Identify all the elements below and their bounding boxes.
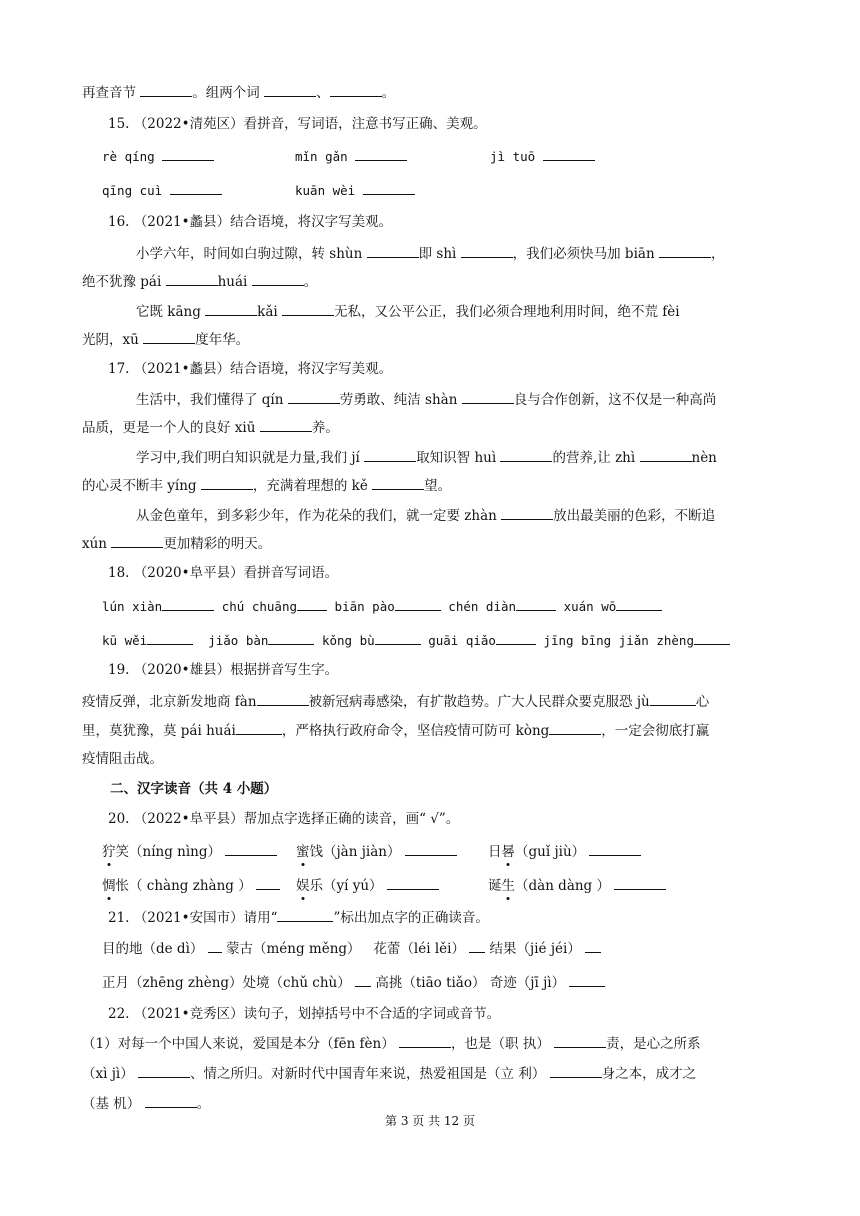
blank[interactable] (375, 630, 421, 645)
blank[interactable] (225, 841, 277, 856)
blank[interactable] (162, 146, 214, 161)
text-line: 再查音节 。组两个词 、 。 (82, 82, 395, 103)
pinyin-item: mǐn gǎn (295, 146, 407, 167)
text-line: 学习中,我们明白知识就是力量,我们 jí 取知识智 huì 的营养,让 zhì nèn (136, 447, 717, 468)
text-line: 生活中，我们懂得了 qín 劳勇敢、纯洁 shàn 良与合作创新，这不仅是一种高尚 (136, 389, 716, 410)
question-15-title: 15. （2022•清苑区）看拼音，写词语，注意书写正确、美观。 (108, 116, 487, 132)
blank[interactable] (501, 505, 553, 520)
reading-item: 蜜饯（jàn jiàn） (296, 841, 457, 862)
pinyin-item: kuān wèi (295, 180, 415, 201)
text-line: 疫情反弹，北京新发地商 fàn 被新冠病毒感染，有扩散趋势。广大人民群众要克服恐 jù 心 (82, 691, 709, 712)
reading-row: 正月（zhēng zhèng）处境（chǔ chù） 高挑（tiāo tiǎo） 奇迹（jī jì） (102, 972, 605, 993)
reading-row: 目的地（de dì） 蒙古（méng měng） 花蕾（léi lěi） 结果（jié jéi） (102, 938, 601, 959)
pinyin-row: lún xiàn chú chuāng biān pào chén diàn xuán wō (102, 596, 662, 617)
reading-item: 狞笑（níng nìng） (102, 841, 277, 862)
blank[interactable] (585, 938, 601, 953)
blank[interactable] (500, 447, 552, 462)
text-line: 从金色童年，到多彩少年，作为花朵的我们，就一定要 zhàn 放出最美丽的色彩，不断追 (136, 505, 715, 526)
blank[interactable] (516, 596, 556, 611)
question-20-title: 20. （2022•阜平县）帮加点字选择正确的读音，画“ √”。 (108, 811, 460, 827)
blank[interactable] (462, 389, 514, 404)
section-title: 二、汉字读音（共 4 小题） (110, 781, 278, 797)
blank (277, 907, 333, 922)
blank[interactable] (554, 1033, 606, 1048)
text-line: 光阴，xū 度年华。 (82, 329, 249, 350)
blank[interactable] (143, 329, 195, 344)
question-17-title: 17. （2021•蠡县）结合语境，将汉字写美观。 (108, 361, 393, 377)
blank[interactable] (138, 1063, 190, 1078)
text-line: 疫情阻击战。 (82, 751, 163, 767)
blank[interactable] (140, 82, 192, 97)
blank[interactable] (268, 630, 314, 645)
pinyin-item: rè qíng (102, 146, 214, 167)
text-line: 的心灵不断丰 yíng ，充满着理想的 kě 望。 (82, 475, 451, 496)
blank[interactable] (170, 180, 222, 195)
blank[interactable] (549, 720, 601, 735)
blank[interactable] (260, 417, 312, 432)
blank[interactable] (236, 720, 282, 735)
reading-item: 娱乐（yí yú） (296, 875, 439, 896)
question-22-title: 22. （2021•竞秀区）读句子，划掉括号中不合适的字词或音节。 (108, 1006, 501, 1022)
text-line: 它既 kāng kǎi 无私，又公平公正，我们必须合理地利用时间，绝不荒 fèi (136, 301, 680, 322)
text-line: 里，莫犹豫，莫 pái huái ，严格执行政府命令，坚信疫情可防可 kòng ，一定会彻底打赢 (82, 720, 709, 741)
blank[interactable] (264, 82, 316, 97)
blank[interactable] (297, 596, 327, 611)
blank[interactable] (201, 475, 253, 490)
page-footer: 第 3 页 共 12 页 (385, 1114, 475, 1128)
blank[interactable] (208, 938, 222, 953)
reading-item: 惆怅（ chàng zhàng ） (102, 875, 280, 896)
text-line: 小学六年，时间如白驹过隙，转 shùn 即 shì ，我们必须快马加 biān ， (136, 243, 724, 264)
blank[interactable] (496, 630, 536, 645)
blank[interactable] (252, 271, 304, 286)
blank[interactable] (330, 82, 382, 97)
blank[interactable] (589, 841, 641, 856)
blank[interactable] (469, 938, 485, 953)
pinyin-item: qīng cuì (102, 180, 222, 201)
blank[interactable] (166, 271, 218, 286)
reading-item: 日晷（guǐ jiù） (488, 841, 641, 862)
blank[interactable] (355, 972, 371, 987)
blank[interactable] (147, 630, 193, 645)
text-line: 品质，更是一个人的良好 xiū 养。 (82, 417, 339, 438)
text-line: xún 更加精彩的明天。 (82, 533, 271, 554)
pinyin-item: jì tuō (490, 146, 595, 167)
blank[interactable] (162, 596, 214, 611)
blank[interactable] (614, 875, 666, 890)
blank[interactable] (364, 447, 416, 462)
blank[interactable] (405, 841, 457, 856)
text-line: （1）对每一个中国人来说，爱国是本分（fēn fèn） ，也是（职 执） 责，是心之所系 (82, 1033, 701, 1054)
blank[interactable] (650, 691, 696, 706)
question-18-title: 18. （2020•阜平县）看拼音写词语。 (108, 565, 339, 581)
question-19-title: 19. （2020•雄县）根据拼音写生字。 (108, 662, 339, 678)
blank[interactable] (395, 596, 441, 611)
question-21-title: 21. （2021•安国市）请用“ ”标出加点字的正确读音。 (108, 907, 489, 928)
blank[interactable] (543, 146, 595, 161)
text-line: （基 机） 。 (82, 1093, 210, 1114)
question-16-title: 16. （2021•蠡县）结合语境，将汉字写美观。 (108, 214, 393, 230)
blank[interactable] (659, 243, 711, 258)
blank[interactable] (640, 447, 692, 462)
blank[interactable] (372, 475, 424, 490)
blank[interactable] (363, 180, 415, 195)
blank[interactable] (387, 875, 439, 890)
blank[interactable] (355, 146, 407, 161)
blank[interactable] (550, 1063, 602, 1078)
text-line: （xì jì） 、情之所归。对新时代中国青年来说，热爱祖国是（立 利） 身之本，成才之 (82, 1063, 696, 1084)
blank[interactable] (367, 243, 419, 258)
blank[interactable] (694, 630, 730, 645)
blank[interactable] (461, 243, 513, 258)
blank[interactable] (205, 301, 257, 316)
blank[interactable] (257, 691, 309, 706)
blank[interactable] (145, 1093, 197, 1108)
blank[interactable] (282, 301, 334, 316)
blank[interactable] (569, 972, 605, 987)
blank[interactable] (111, 533, 163, 548)
blank[interactable] (256, 875, 280, 890)
pinyin-row: kū wěi jiǎo bàn kǒng bù guāi qiǎo jīng bīng jiǎn zhèng (102, 630, 730, 651)
blank[interactable] (288, 389, 340, 404)
blank[interactable] (616, 596, 662, 611)
blank[interactable] (399, 1033, 451, 1048)
text-line: 绝不犹豫 pái huái 。 (82, 271, 317, 292)
reading-item: 诞生（dàn dàng ） (488, 875, 666, 896)
